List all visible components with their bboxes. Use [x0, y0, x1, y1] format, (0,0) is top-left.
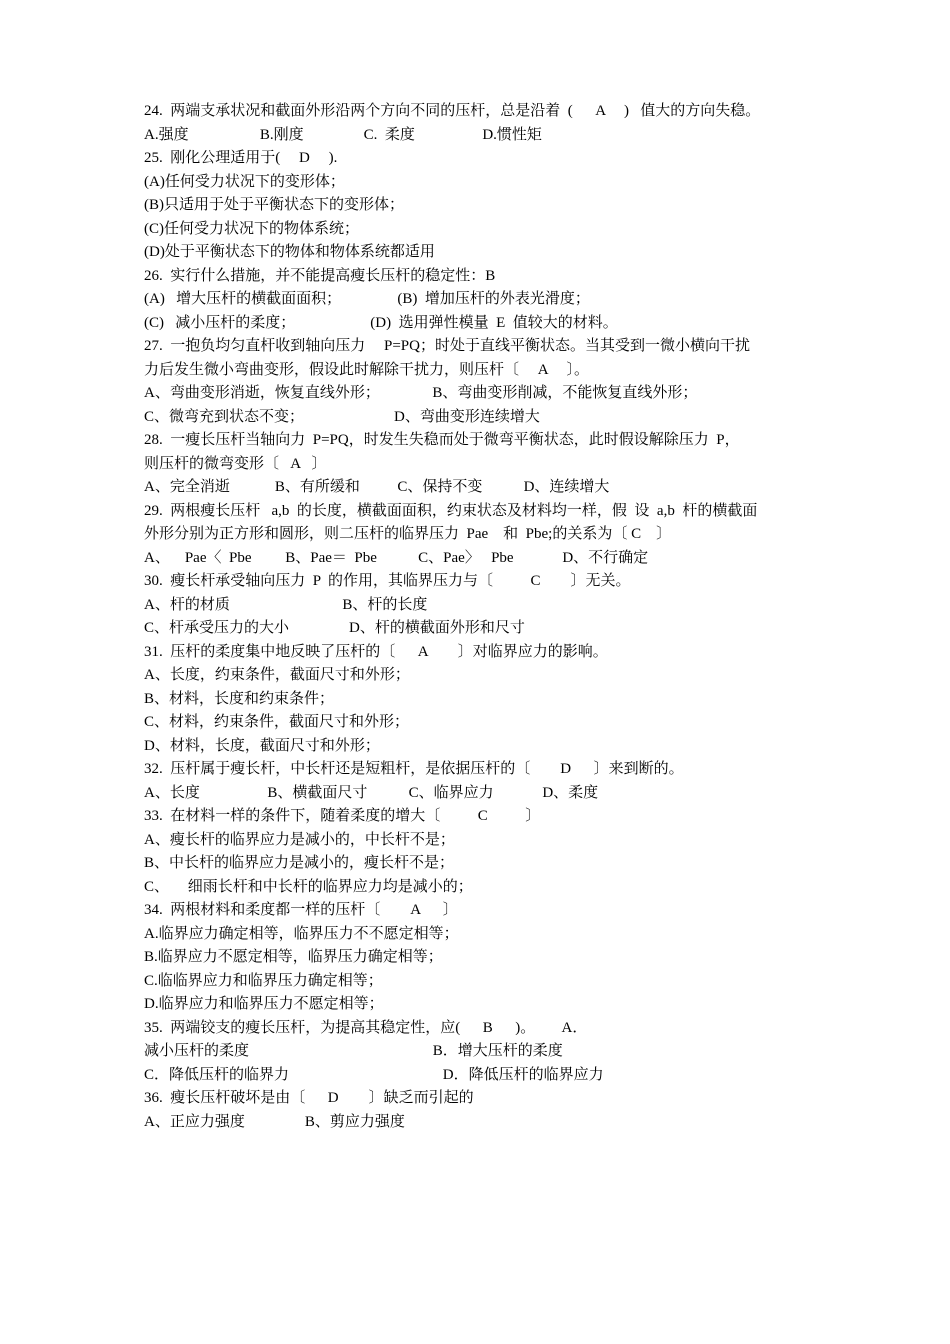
- q27-stem: 27. 一抱负均匀直杆收到轴向压力 P=PQ；时处于直线平衡状态。当其受到一微小横向干扰: [144, 338, 750, 354]
- q34-option-a: A.临界应力确定相等，临界压力不不愿定相等；: [144, 925, 459, 942]
- q28-stem-cont: 则压杆的微弯变形〔 A 〕: [144, 455, 327, 472]
- q25-option-b: (B)只适用于处于平衡状态下的变形体；: [144, 197, 404, 213]
- q35-options-cd: C．降低压杆的临界力 D．降低压杆的临界应力: [144, 1066, 604, 1083]
- q34-option-b: B.临界应力不愿定相等，临界压力确定相等；: [144, 949, 443, 965]
- q27-options-cd: C、微弯充到状态不变； D、弯曲变形连续增大: [144, 408, 540, 425]
- q27-stem-cont: 力后发生微小弯曲变形，假设此时解除干扰力，则压杆〔 A 〕。: [144, 361, 590, 378]
- q29-options: A、 Pae〈 Pbe B、Pae＝ Pbe C、Pae〉 Pbe D、不行确定: [144, 549, 649, 566]
- q32-stem: 32. 压杆属于瘦长杆，中长杆还是短粗杆，是依据压杆的〔 D 〕来到断的。: [144, 761, 684, 777]
- q35-options-ab: 减小压杆的柔度 B．增大压杆的柔度: [144, 1043, 563, 1059]
- q31-option-b: B、材料，长度和约束条件；: [144, 690, 335, 707]
- q25-option-d: (D)处于平衡状态下的物体和物体系统都适用: [144, 244, 435, 260]
- q25-stem: 25. 刚化公理适用于( D ).: [144, 150, 338, 166]
- q31-option-a: A、长度，约束条件，截面尺寸和外形；: [144, 667, 410, 683]
- q26-options-cd: (C) 减小压杆的柔度； (D) 选用弹性模量 E 值较大的材料。: [144, 314, 618, 331]
- q34-stem: 34. 两根材料和柔度都一样的压杆〔 A 〕: [144, 902, 458, 918]
- q29-stem: 29. 两根瘦长压杆 a,b 的长度，横截面面积，约束状态及材料均一样，假 设 a,b 杆的横截面: [144, 502, 758, 519]
- q35-stem: 35. 两端铰支的瘦长压杆，为提高其稳定性，应( B )。 A．: [144, 1019, 588, 1036]
- q36-stem: 36. 瘦长压杆破坏是由〔 D 〕缺乏而引起的: [144, 1090, 474, 1106]
- q34-option-c: C.临临界应力和临界压力确定相等；: [144, 972, 383, 989]
- q33-option-c: C、 细雨长杆和中长杆的临界应力均是减小的；: [144, 878, 473, 895]
- q30-options-ab: A、杆的材质 B、杆的长度: [144, 596, 428, 613]
- q30-stem: 30. 瘦长杆承受轴向压力 P 的作用，其临界压力与〔 C 〕无关。: [144, 573, 631, 589]
- q27-options-ab: A、弯曲变形消逝，恢复直线外形； B、弯曲变形削减，不能恢复直线外形；: [144, 385, 698, 401]
- q25-option-c: (C)任何受力状况下的物体系统；: [144, 220, 359, 237]
- q34-option-d: D.临界应力和临界压力不愿定相等；: [144, 996, 384, 1012]
- q31-option-d: D、材料，长度，截面尺寸和外形；: [144, 737, 380, 754]
- q32-options: A、长度 B、横截面尺寸 C、临界应力 D、柔度: [144, 784, 599, 801]
- q24-options: A.强度 B.刚度 C. 柔度 D.惯性矩: [144, 126, 542, 143]
- q28-options: A、完全消逝 B、有所缓和 C、保持不变 D、连续增大: [144, 479, 610, 495]
- q33-stem: 33. 在材料一样的条件下，随着柔度的增大〔 C 〕: [144, 808, 541, 824]
- q33-option-b: B、中长杆的临界应力是减小的，瘦长杆不是；: [144, 855, 455, 871]
- q36-options: A、正应力强度 B、剪应力强度: [144, 1113, 405, 1130]
- q31-stem: 31. 压杆的柔度集中地反映了压杆的〔 A 〕对临界应力的影响。: [144, 643, 608, 660]
- q30-options-cd: C、杆承受压力的大小 D、杆的横截面外形和尺寸: [144, 620, 525, 636]
- q28-stem: 28. 一瘦长压杆当轴向力 P=PQ，时发生失稳而处于微弯平衡状态，此时假设解除压力 P，: [144, 432, 740, 448]
- q31-option-c: C、材料，约束条件，截面尺寸和外形；: [144, 714, 410, 730]
- q24-stem: 24. 两端支承状况和截面外形沿两个方向不同的压杆，总是沿着 ( A ) 值大的方向失稳。: [144, 103, 761, 119]
- document-body: [144, 100, 834, 1134]
- q26-stem: 26. 实行什么措施，并不能提高瘦长压杆的稳定性：B: [144, 267, 496, 284]
- q26-options-ab: (A) 增大压杆的横截面面积； (B) 增加压杆的外表光滑度；: [144, 291, 590, 307]
- q33-option-a: A、瘦长杆的临界应力是减小的，中长杆不是；: [144, 831, 455, 848]
- q29-stem-cont: 外形分别为正方形和圆形，则二压杆的临界压力 Pae 和 Pbe;的关系为〔 C 〕: [144, 526, 672, 542]
- q25-option-a: (A)任何受力状况下的变形体；: [144, 173, 345, 190]
